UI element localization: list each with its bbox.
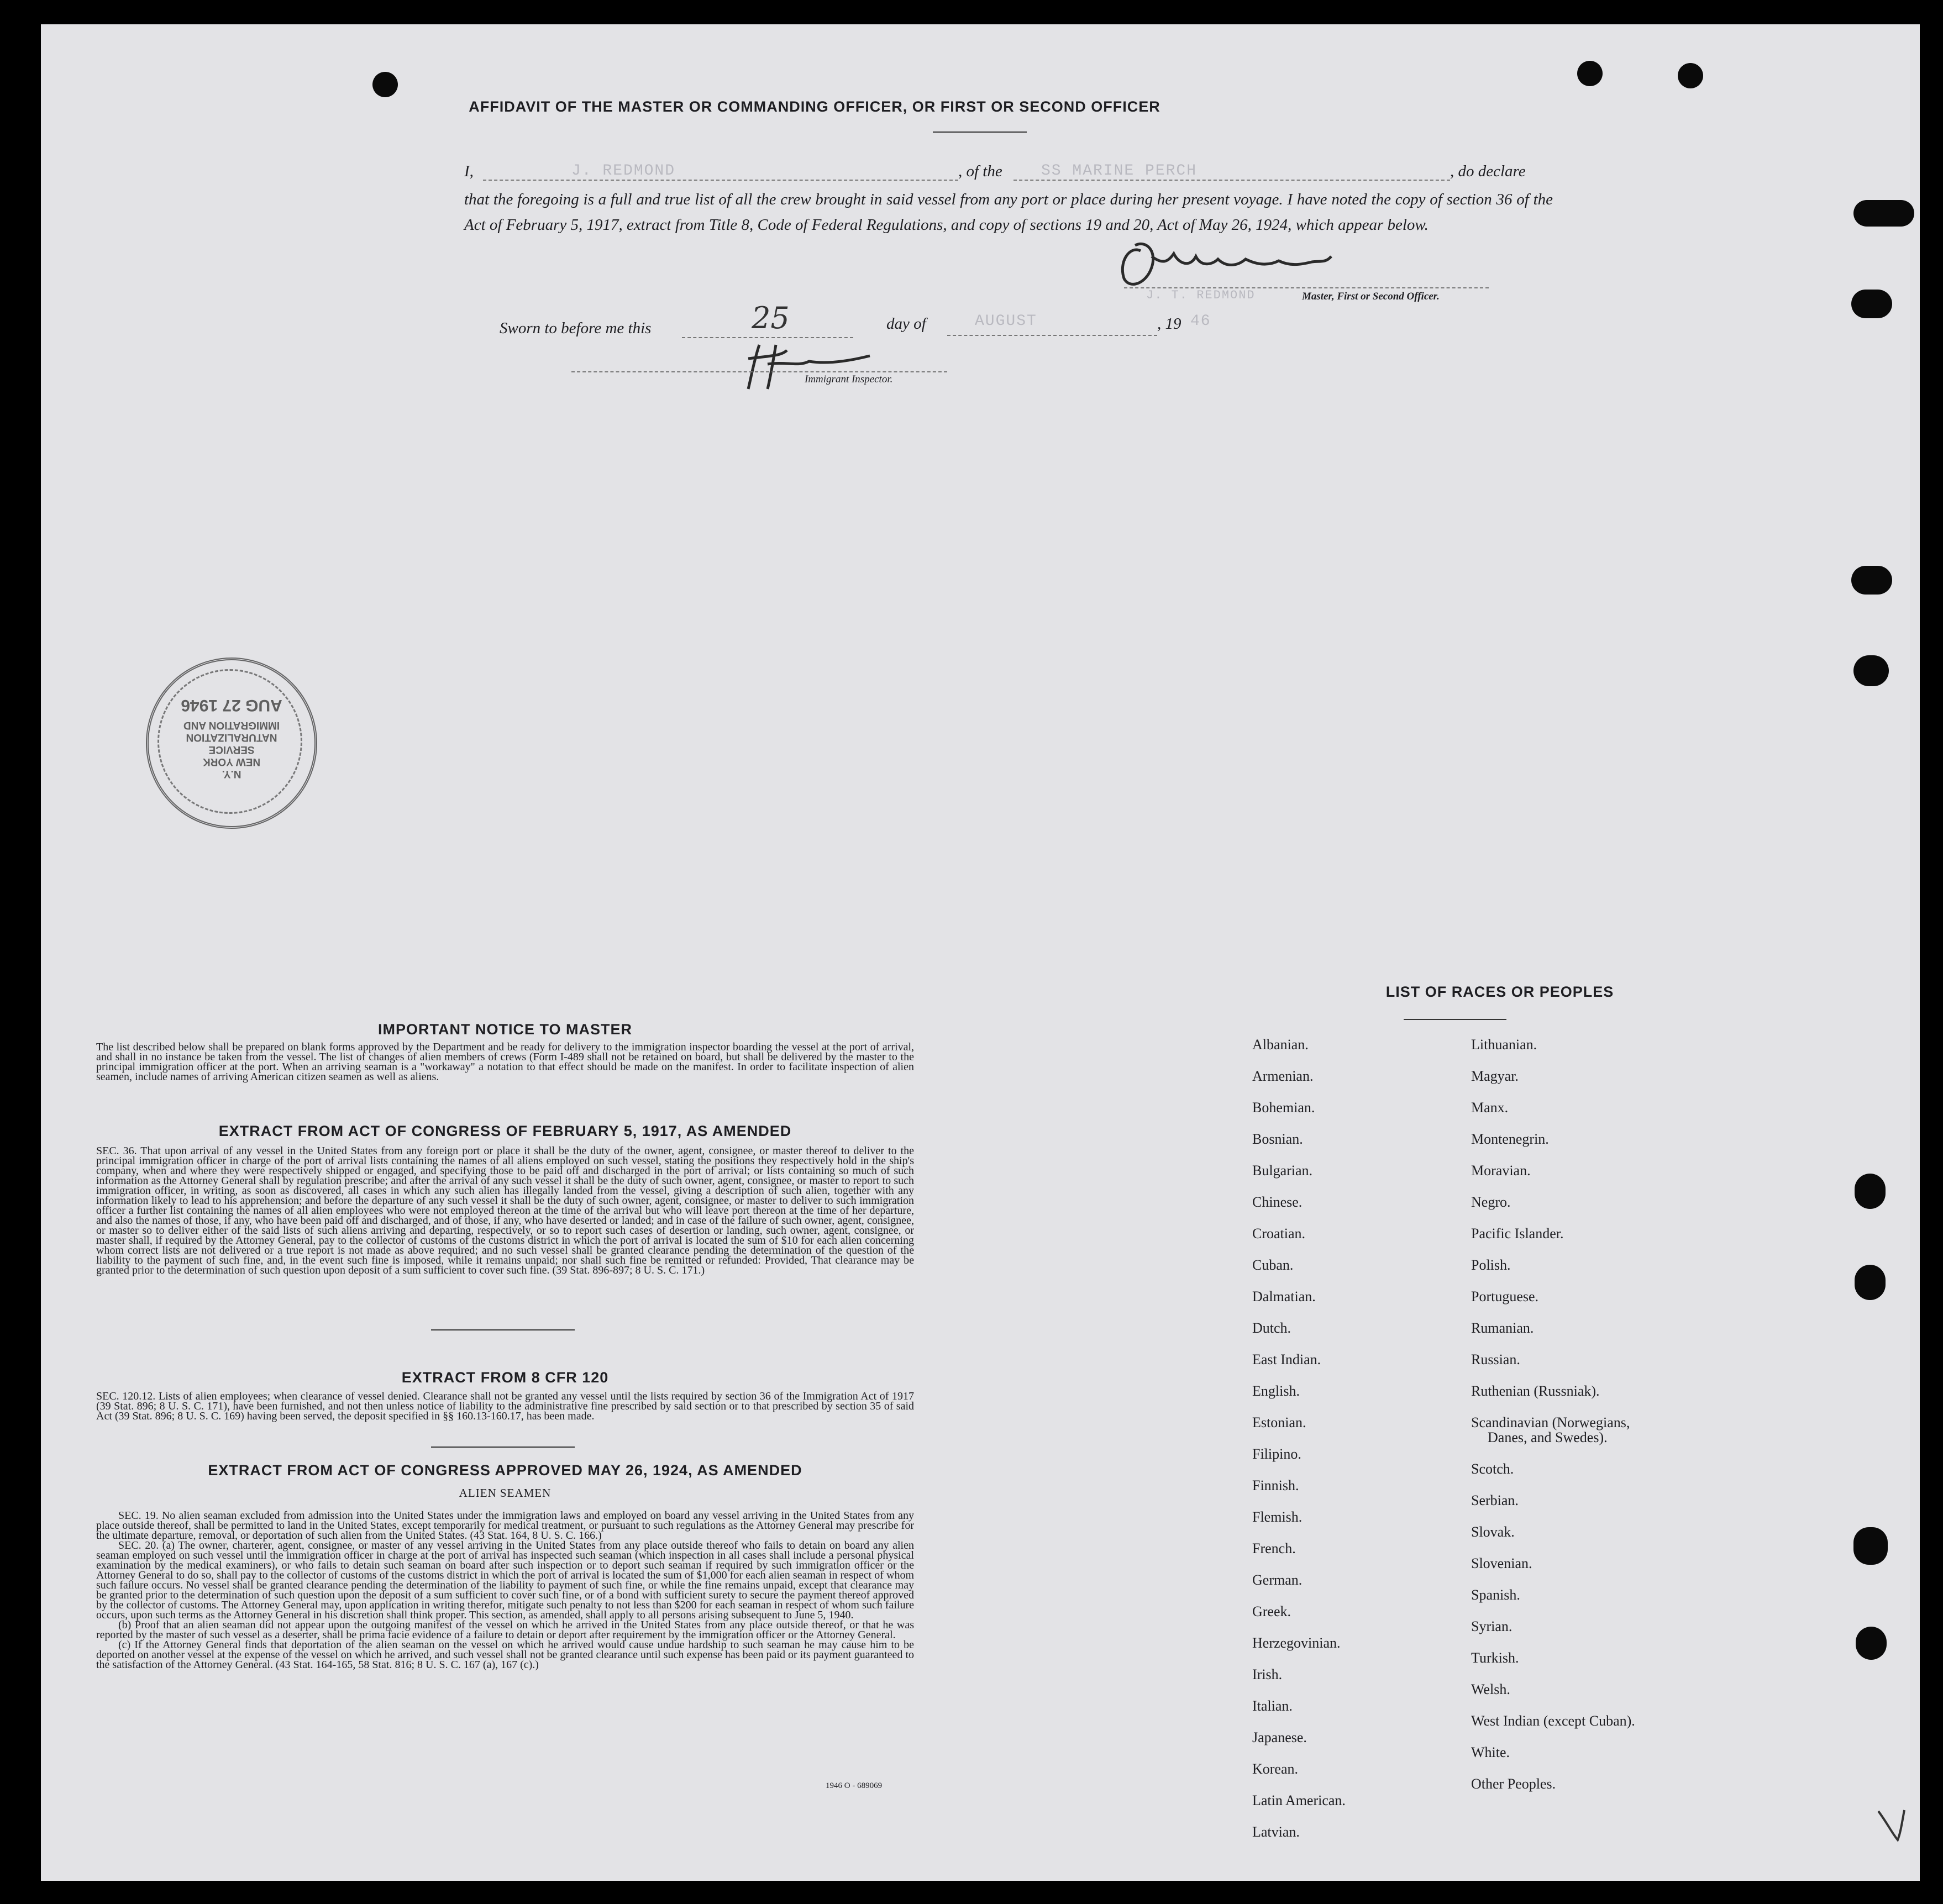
master-name-field: J. REDMOND — [571, 162, 676, 180]
year-value: 46 — [1190, 313, 1211, 330]
race-item: Cuban. — [1252, 1257, 1294, 1273]
races-title: LIST OF RACES OR PEOPLES — [1385, 983, 1614, 1000]
extract1-title: EXTRACT FROM ACT OF CONGRESS OF FEBRUARY 5, 1917, AS AMENDED — [218, 1123, 792, 1139]
punch-tab — [1853, 200, 1914, 227]
race-item: Korean. — [1252, 1761, 1299, 1777]
document-page — [41, 24, 1920, 1881]
extract1-body: SEC. 36. That upon arrival of any vessel in the United States from any foreign port or place it shall be the duty of the owner, agent, consignee, or master thereof to deliver to the principal immigration officer in charge of the port of arrival lists containing the names of all aliens employed on such vessel, stating the positions they respectively hold in the ship's company, when and where they were respectively shipped or engaged, and specifying those to be paid off and discharged in the port of arrival; or lists containing so much of such information as the Attorney General shall by regulation prescribe; and after the arrival of any such vessel it shall be the duty of such owner, agent, consignee, or master to report to such immigration officer, in writing, as soon as discovered, all cases in which any such alien has illegally landed from the vessel, giving a description of such alien, together with any information likely to lead to his apprehension; and before the departure of any such vessel it shall be the duty of such owner, agent, consignee, or master to deliver to such immigration officer a further list containing the names of all alien employees who were not employed thereon at the time of the arrival but who will leave port thereon at the time of her departure, and also the names of those, if any, who have been paid off and discharged, and of those, if any, who have deserted or landed; and in case of the failure of such owner, agent, consignee, or master so to deliver either of the said lists of such aliens arriving and departing, respectively, or so to report such cases of desertion or landing, such owner, agent, consignee, or master shall, if required by the Attorney General, pay to the collector of customs of the customs district in which the port of arrival is located the sum of $10 for each alien concerning whom correct lists are not delivered or a true report is not made as above required; and no such vessel shall be granted clearance pending the determination of the question of the liability to the payment of such fine, and, in the event such fine is imposed, while it remains unpaid; nor shall such fine be remitted or refunded: Provided, That clearance may be granted prior to the determination of such question upon deposit of a sum sufficient to cover such fine. (39 Stat. 896-897; 8 U. S. C. 171.) — [96, 1145, 914, 1276]
race-item: Syrian. — [1471, 1618, 1513, 1634]
race-item: Latin American. — [1252, 1792, 1346, 1808]
affidavit-line1-start: I, — [464, 162, 474, 180]
race-item: Bohemian. — [1252, 1100, 1315, 1116]
affidavit-line1-mid: , of the — [958, 162, 1002, 180]
race-item: Bosnian. — [1252, 1131, 1303, 1147]
race-item: Manx. — [1471, 1100, 1509, 1116]
race-item: East Indian. — [1252, 1351, 1321, 1367]
race-item: Bulgarian. — [1252, 1163, 1313, 1179]
race-item: Latvian. — [1252, 1824, 1300, 1840]
month-line — [947, 335, 1157, 336]
punch-hole — [1577, 61, 1603, 86]
races-rule — [1404, 1019, 1506, 1020]
punch-tab — [1855, 1265, 1886, 1300]
race-item: Finnish. — [1252, 1477, 1299, 1493]
stamp-line: SERVICE — [208, 744, 255, 755]
extract3-paragraph: SEC. 19. No alien seaman excluded from admission into the United States under the immigration laws and employed on board any vessel arriving in the United States from any place outside thereof, shall be permitted to land in the United States, except temporarily for medical treatment, or pursuant to such regulations as the Attorney General may prescribe for the ultimate departure, removal, or deportation of such alien from the United States. (43 Stat. 164, 8 U. S. C. 166.) — [96, 1509, 914, 1542]
section-rule — [431, 1447, 575, 1448]
race-item: Filipino. — [1252, 1446, 1301, 1462]
punch-tab — [1853, 1527, 1888, 1565]
month-value: AUGUST — [975, 313, 1037, 330]
race-item: Chinese. — [1252, 1194, 1303, 1210]
name-field-line — [483, 180, 958, 181]
race-item: Slovenian. — [1471, 1555, 1532, 1571]
race-item: Montenegrin. — [1471, 1131, 1549, 1147]
race-item: Lithuanian. — [1471, 1037, 1537, 1053]
race-item: Ruthenian (Russniak). — [1471, 1383, 1600, 1399]
punch-tab — [1851, 566, 1892, 595]
extract2-body: SEC. 120.12. Lists of alien employees; when clearance of vessel denied. Clearance shall not be granted any vessel until the lists required by section 36 of the Immigration Act of 1917 (39 Stat. 896; 8 U. S. C. 171), have been furnished, and not then unless notice of liability to the administrative fine prescribed by said section or to that prescribed by section 35 of said Act (39 Stat. 896; 8 U. S. C. 169) having been served, the deposit specified in §§ 160.13-160.17, has been made. — [96, 1390, 914, 1422]
race-item: Moravian. — [1471, 1163, 1531, 1179]
race-item: White. — [1471, 1744, 1510, 1760]
stamp-date: AUG 27 1946 — [181, 696, 282, 714]
punch-hole — [372, 72, 398, 97]
race-item: Welsh. — [1471, 1681, 1510, 1697]
signature-typed: J. T. REDMOND — [1146, 288, 1256, 302]
extract3-paragraph: (c) If the Attorney General finds that deportation of the alien seaman on the vessel on which he arrived would cause undue hardship to such seaman he may cause him to be deported on another vessel at the expense of the vessel on which he arrived, and such vessel shall not be granted clearance until such expense has been paid or its payment guaranteed to the satisfaction of the Attorney General. (43 Stat. 164-165, 58 Stat. 816; 8 U. S. C. 167 (a), 167 (c).) — [96, 1639, 914, 1671]
race-item: Rumanian. — [1471, 1320, 1534, 1336]
affidavit-title: AFFIDAVIT OF THE MASTER OR COMMANDING OFFICER, OR FIRST OR SECOND OFFICER — [469, 98, 1160, 115]
race-item: Estonian. — [1252, 1414, 1306, 1430]
vessel-field-line — [1013, 180, 1450, 181]
stamp-line: NEW YORK — [202, 756, 261, 767]
race-item: Danes, and Swedes). — [1488, 1429, 1608, 1445]
inspector-line — [571, 371, 947, 372]
day-label: day of — [886, 315, 926, 333]
extract2-title: EXTRACT FROM 8 CFR 120 — [401, 1369, 609, 1386]
race-item: Japanese. — [1252, 1729, 1307, 1745]
race-item: Polish. — [1471, 1257, 1511, 1273]
race-item: Dalmatian. — [1252, 1288, 1316, 1305]
race-item: Portuguese. — [1471, 1288, 1539, 1305]
race-item: English. — [1252, 1383, 1300, 1399]
signature-caption: Master, First or Second Officer. — [1302, 291, 1440, 302]
punch-tab — [1856, 1627, 1887, 1660]
extract3-body — [96, 1511, 914, 1670]
race-item: Spanish. — [1471, 1587, 1520, 1603]
extract3-title: EXTRACT FROM ACT OF CONGRESS APPROVED MAY 26, 1924, AS AMENDED — [208, 1462, 802, 1479]
race-item: German. — [1252, 1572, 1303, 1588]
race-item: Scotch. — [1471, 1461, 1514, 1477]
vessel-name-field: SS MARINE PERCH — [1041, 162, 1198, 180]
inspector-caption: Immigrant Inspector. — [805, 374, 893, 385]
affidavit-body: that the foregoing is a full and true list of all the crew brought in said vessel from any port or place during her present voyage. I have noted the copy of section 36 of the Act of February 5, 1917, extract from Title 8, Code of Federal Regulations, and copy of sections 19 and 20, Act of May 26, 1924, which appear below. — [464, 191, 1553, 234]
race-item: Greek. — [1252, 1603, 1291, 1619]
stamp-line: NATURALIZATION — [186, 732, 277, 743]
punch-tab — [1851, 290, 1892, 318]
master-signature — [1107, 234, 1340, 295]
section-rule — [431, 1329, 575, 1330]
race-item: Croatian. — [1252, 1225, 1306, 1242]
race-item: Turkish. — [1471, 1650, 1519, 1666]
title-rule — [933, 132, 1027, 133]
punch-hole — [1678, 63, 1703, 88]
race-item: Armenian. — [1252, 1068, 1314, 1084]
affidavit-line1-end: , do declare — [1450, 162, 1526, 180]
race-item: Italian. — [1252, 1698, 1293, 1714]
race-item: Other Peoples. — [1471, 1776, 1556, 1792]
extract3-subtitle: ALIEN SEAMEN — [459, 1486, 552, 1500]
races-column-2 — [1471, 1037, 1747, 1807]
sworn-prefix: Sworn to before me this — [500, 319, 652, 337]
notice-body: The list described below shall be prepared on blank forms approved by the Department and be ready for delivery to the immigration inspector boarding the vessel at the port of arrival, and shall in no instance be taken from the vessel. The list of changes of alien members of crews (Form I-489 shall not be retained on board, but shall be delivered by the master to the principal immigration officer at the port. When an arriving seaman is a "workaway" a notation to that effect should be made on the manifest. In order to facilitate inspection of alien seamen, include names of arriving American citizen seamen as well as aliens. — [96, 1041, 914, 1083]
punch-tab — [1855, 1174, 1886, 1209]
race-item: Russian. — [1471, 1351, 1520, 1367]
race-item: Pacific Islander. — [1471, 1225, 1564, 1242]
race-item: Magyar. — [1471, 1068, 1519, 1084]
race-item: Negro. — [1471, 1194, 1511, 1210]
print-code: 1946 O - 689069 — [826, 1781, 883, 1790]
immigration-stamp — [146, 658, 317, 829]
extract3-paragraph: (b) Proof that an alien seaman did not appear upon the outgoing manifest of the vessel on which he arrived in the United States from any place outside thereof, or that he was reported by the master of such vessel as a deserter, shall be prima facie evidence of a failure to detain or deport after requirement by the immigration officer or the Attorney General. — [96, 1619, 914, 1641]
stamp-line: N.Y. — [222, 768, 241, 780]
stamp-line: IMMIGRATION AND — [183, 719, 280, 731]
races-column-1 — [1252, 1037, 1462, 1855]
race-item: West Indian (except Cuban). — [1471, 1713, 1635, 1729]
race-item: Albanian. — [1252, 1037, 1309, 1053]
race-item: Herzegovinian. — [1252, 1635, 1341, 1651]
check-mark — [1876, 1806, 1909, 1844]
punch-tab — [1853, 655, 1889, 686]
race-item: Dutch. — [1252, 1320, 1291, 1336]
race-item: Flemish. — [1252, 1509, 1303, 1525]
extract3-paragraph: SEC. 20. (a) The owner, charterer, agent, consignee, or master of any vessel arriving in the United States from any place outside thereof who fails to detain on board any alien seaman employed on such vessel until the immigration officer in charge at the port of arrival has inspected such seaman (which inspection in all cases shall include a personal physical examination by the medical examiners), or who fails to detain such seaman on board after such inspection or to deport such seaman if required by such immigration officer or the Attorney General to do so, shall pay to the collector of customs of the customs district in which the port of arrival is located the sum of $1,000 for each alien seaman in respect of whom such failure occurs. No vessel shall be granted clearance pending the determination of the liability to payment of such fine, or while the fine remains unpaid, except that clearance may be granted prior to the determination of such question upon the deposit of a sum sufficient to cover such fine, or of a bond with sufficient surety to secure the payment thereof approved by the collector of customs. The Attorney General may, upon application in writing therefor, mitigate such penalty to not less than $200 for each seaman in respect of whom such failure occurs, upon such terms as the Attorney General in his discretion shall think proper. This section, as amended, shall apply to all persons arising subsequent to June 5, 1940. — [96, 1539, 914, 1621]
race-item: Scandinavian (Norwegians, — [1471, 1414, 1630, 1430]
race-item: Serbian. — [1471, 1492, 1519, 1508]
day-value: 25 — [752, 301, 790, 335]
race-item: Slovak. — [1471, 1524, 1515, 1540]
year-prefix: , 19 — [1157, 315, 1181, 333]
race-item: French. — [1252, 1540, 1296, 1556]
race-item: Irish. — [1252, 1666, 1283, 1682]
notice-title: IMPORTANT NOTICE TO MASTER — [378, 1021, 632, 1038]
